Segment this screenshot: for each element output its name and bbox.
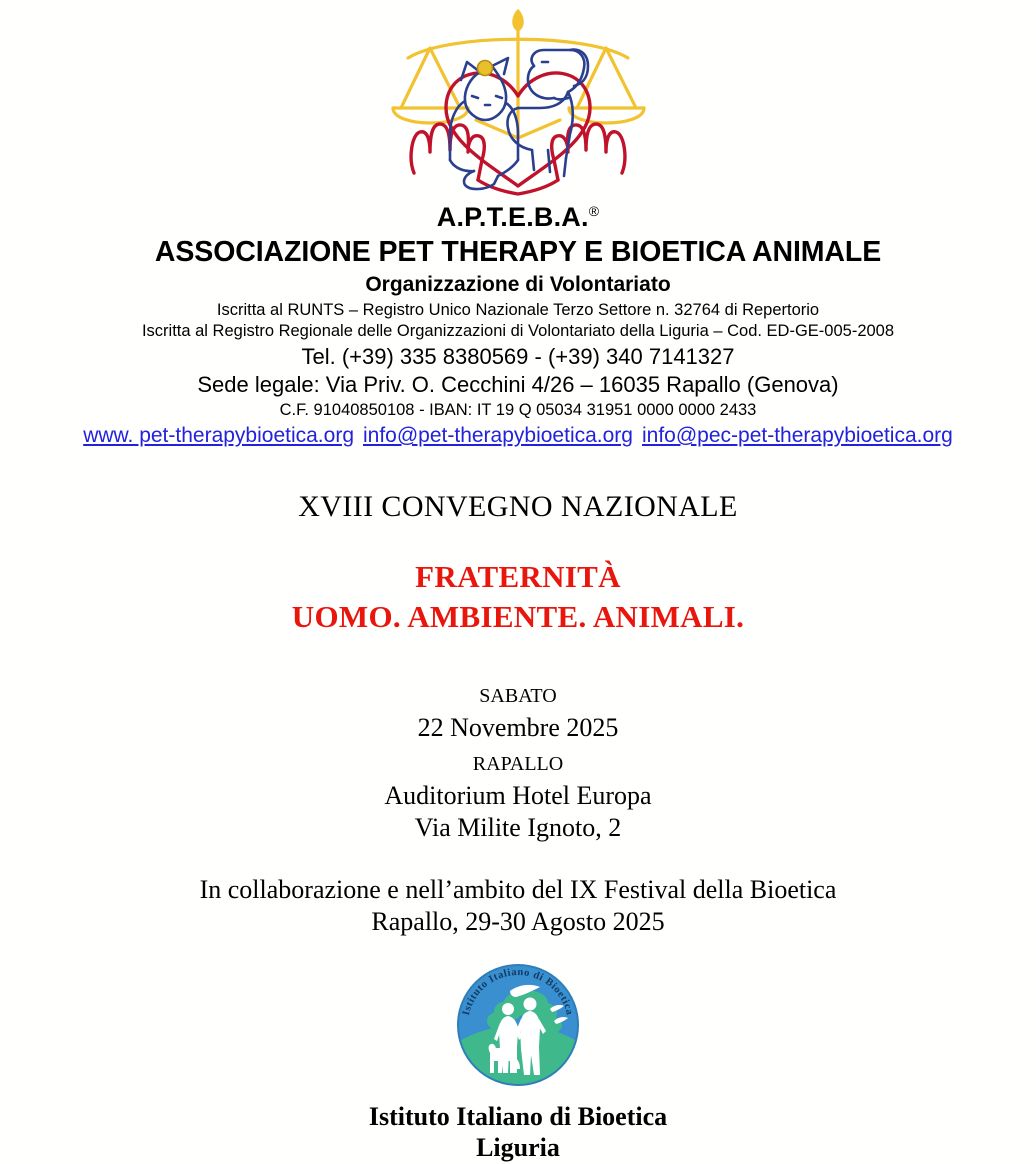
institute-name: Istituto Italiano di Bioetica [368,1101,668,1131]
istituto-italiano-di-bioetica-logo [454,961,582,1089]
scales-of-justice-icon [393,11,644,138]
contact-links [0,425,1036,446]
fiscal-code-iban-line: C.F. 91040850108 - IBAN: IT 19 Q 05034 31951 0000 0000 2433 [279,400,757,419]
registration-runts: Iscritta al RUNTS – Registro Unico Nazionale Terzo Settore n. 32764 di Repertorio [216,300,820,319]
logo-arc-text: Istituto Italiano di Bioetica [461,966,575,1017]
conference-theme-line2: UOMO. AMBIENTE. ANIMALI. [291,599,745,635]
website-link[interactable]: www. pet-therapybioetica.org [83,424,354,447]
registration-regional: Iscritta al Registro Regionale delle Organizzazioni di Volontariato della Liguria – Cod. ED-GE-005-2008 [141,322,895,340]
organization-header [0,204,1036,446]
apteba-logo [368,8,668,198]
event-weekday: sabato [479,676,557,709]
organization-acronym [0,204,1036,231]
event-street: Via Milite Ignoto, 2 [414,812,622,842]
legal-address-line: Sede legale: Via Priv. O. Cecchini 4/26 – 16035 Rapallo (Genova) [197,371,839,397]
event-city: rapallo [472,744,564,777]
event-date: 22 Novembre 2025 [417,712,619,742]
conference-theme [0,557,1036,638]
collaboration-note [0,874,1036,938]
registered-trademark-icon: ® [588,203,600,219]
email-link[interactable]: info@pet-therapybioetica.org [363,424,633,447]
event-details [0,676,1036,845]
organization-type: Organizzazione di Volontariato [365,272,671,296]
flyer-page [0,8,1036,1163]
institute-region: Liguria [476,1133,560,1163]
acronym-text: A.P.T.E.B.A. [436,202,589,232]
event-venue: Auditorium Hotel Europa [384,780,652,810]
conference-theme-line1: FRATERNITÀ [415,559,621,594]
organization-name: ASSOCIAZIONE PET THERAPY E BIOETICA ANIMALE [154,236,882,268]
collaboration-line1: In collaborazione e nell’ambito del IX Festival della Bioetica [199,875,837,905]
telephone-line: Tel. (+39) 335 8380569 - (+39) 340 7141327 [301,343,735,369]
conference-edition-title: XVIII CONVEGNO NAZIONALE [298,490,738,523]
collaboration-line2: Rapallo, 29-30 Agosto 2025 [371,907,665,937]
pec-email-link[interactable]: info@pec-pet-therapybioetica.org [641,424,953,447]
medallion-icon [478,61,493,76]
